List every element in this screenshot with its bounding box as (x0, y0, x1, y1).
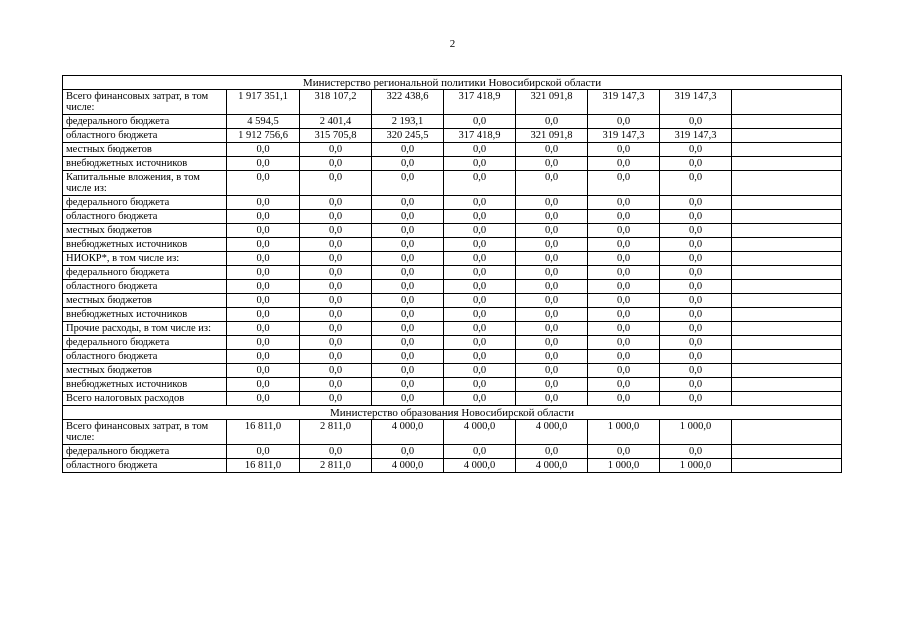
table-row (63, 129, 842, 143)
value-cell: 0,0 (516, 171, 588, 196)
section-title: Министерство образования Новосибирской области (63, 406, 842, 420)
table-row (63, 364, 842, 378)
value-cell: 0,0 (300, 322, 372, 336)
row-label: областного бюджета (63, 350, 227, 364)
value-cell: 1 000,0 (660, 420, 732, 445)
value-cell: 0,0 (372, 157, 444, 171)
value-cell: 0,0 (227, 266, 300, 280)
value-cell: 0,0 (444, 378, 516, 392)
value-cell: 0,0 (516, 350, 588, 364)
empty-cell (732, 252, 842, 266)
row-label: областного бюджета (63, 210, 227, 224)
empty-cell (732, 294, 842, 308)
table-row (63, 115, 842, 129)
table-row (63, 294, 842, 308)
value-cell: 0,0 (300, 445, 372, 459)
empty-cell (732, 280, 842, 294)
value-cell: 0,0 (444, 294, 516, 308)
value-cell: 0,0 (444, 322, 516, 336)
empty-cell (732, 445, 842, 459)
value-cell: 0,0 (660, 378, 732, 392)
value-cell: 0,0 (516, 392, 588, 406)
value-cell: 0,0 (660, 280, 732, 294)
value-cell: 0,0 (227, 308, 300, 322)
empty-cell (732, 336, 842, 350)
value-cell: 315 705,8 (300, 129, 372, 143)
value-cell: 0,0 (372, 378, 444, 392)
value-cell: 0,0 (372, 143, 444, 157)
value-cell: 0,0 (227, 364, 300, 378)
value-cell: 0,0 (300, 238, 372, 252)
value-cell: 0,0 (516, 308, 588, 322)
table-row (63, 336, 842, 350)
value-cell: 318 107,2 (300, 90, 372, 115)
value-cell: 0,0 (444, 143, 516, 157)
table-row (63, 378, 842, 392)
table-row (63, 420, 842, 445)
value-cell: 0,0 (588, 322, 660, 336)
row-label: федерального бюджета (63, 115, 227, 129)
value-cell: 0,0 (444, 115, 516, 129)
value-cell: 2 811,0 (300, 420, 372, 445)
value-cell: 0,0 (588, 157, 660, 171)
empty-cell (732, 392, 842, 406)
value-cell: 0,0 (372, 280, 444, 294)
table-row (63, 266, 842, 280)
value-cell: 0,0 (516, 210, 588, 224)
value-cell: 0,0 (588, 143, 660, 157)
value-cell: 4 000,0 (516, 420, 588, 445)
value-cell: 319 147,3 (588, 129, 660, 143)
value-cell: 0,0 (660, 308, 732, 322)
value-cell: 0,0 (227, 210, 300, 224)
value-cell: 320 245,5 (372, 129, 444, 143)
row-label: федерального бюджета (63, 266, 227, 280)
value-cell: 1 000,0 (588, 459, 660, 473)
row-label: местных бюджетов (63, 294, 227, 308)
value-cell: 0,0 (300, 143, 372, 157)
empty-cell (732, 196, 842, 210)
value-cell: 0,0 (588, 336, 660, 350)
value-cell: 0,0 (444, 238, 516, 252)
value-cell: 0,0 (660, 115, 732, 129)
value-cell: 0,0 (588, 115, 660, 129)
row-label: Капитальные вложения, в том числе из: (63, 171, 227, 196)
value-cell: 0,0 (588, 210, 660, 224)
value-cell: 0,0 (372, 266, 444, 280)
value-cell: 0,0 (660, 445, 732, 459)
value-cell: 4 000,0 (372, 459, 444, 473)
value-cell: 1 000,0 (588, 420, 660, 445)
value-cell: 0,0 (660, 294, 732, 308)
table-row (63, 308, 842, 322)
value-cell: 0,0 (300, 378, 372, 392)
value-cell: 0,0 (516, 196, 588, 210)
table-body (63, 76, 842, 473)
row-label: внебюджетных источников (63, 308, 227, 322)
value-cell: 0,0 (300, 364, 372, 378)
empty-cell (732, 266, 842, 280)
value-cell: 0,0 (660, 322, 732, 336)
value-cell: 0,0 (660, 224, 732, 238)
value-cell: 0,0 (516, 115, 588, 129)
empty-cell (732, 210, 842, 224)
value-cell: 0,0 (588, 364, 660, 378)
value-cell: 0,0 (227, 252, 300, 266)
value-cell: 319 147,3 (588, 90, 660, 115)
row-label: НИОКР*, в том числе из: (63, 252, 227, 266)
value-cell: 0,0 (300, 171, 372, 196)
value-cell: 0,0 (588, 445, 660, 459)
value-cell: 0,0 (372, 238, 444, 252)
value-cell: 319 147,3 (660, 129, 732, 143)
value-cell: 0,0 (300, 336, 372, 350)
value-cell: 0,0 (588, 196, 660, 210)
value-cell: 0,0 (227, 171, 300, 196)
empty-cell (732, 224, 842, 238)
value-cell: 0,0 (300, 392, 372, 406)
value-cell: 0,0 (444, 364, 516, 378)
value-cell: 0,0 (444, 280, 516, 294)
value-cell: 0,0 (516, 294, 588, 308)
value-cell: 0,0 (588, 266, 660, 280)
value-cell: 0,0 (660, 210, 732, 224)
value-cell: 0,0 (516, 445, 588, 459)
value-cell: 0,0 (444, 157, 516, 171)
table-row (63, 90, 842, 115)
value-cell: 0,0 (516, 238, 588, 252)
value-cell: 0,0 (372, 445, 444, 459)
value-cell: 0,0 (660, 171, 732, 196)
value-cell: 0,0 (372, 171, 444, 196)
value-cell: 0,0 (372, 308, 444, 322)
value-cell: 0,0 (300, 266, 372, 280)
row-label: федерального бюджета (63, 445, 227, 459)
row-label: федерального бюджета (63, 196, 227, 210)
value-cell: 0,0 (300, 252, 372, 266)
row-label: Всего налоговых расходов (63, 392, 227, 406)
value-cell: 0,0 (372, 364, 444, 378)
value-cell: 0,0 (300, 280, 372, 294)
row-label: федерального бюджета (63, 336, 227, 350)
value-cell: 0,0 (660, 157, 732, 171)
value-cell: 1 000,0 (660, 459, 732, 473)
value-cell: 0,0 (227, 157, 300, 171)
empty-cell (732, 129, 842, 143)
value-cell: 321 091,8 (516, 129, 588, 143)
value-cell: 4 000,0 (372, 420, 444, 445)
value-cell: 0,0 (444, 445, 516, 459)
value-cell: 0,0 (444, 252, 516, 266)
value-cell: 0,0 (300, 350, 372, 364)
row-label: Прочие расходы, в том числе из: (63, 322, 227, 336)
value-cell: 0,0 (372, 322, 444, 336)
value-cell: 0,0 (227, 294, 300, 308)
value-cell: 0,0 (588, 392, 660, 406)
value-cell: 0,0 (588, 171, 660, 196)
row-label: местных бюджетов (63, 364, 227, 378)
value-cell: 0,0 (516, 143, 588, 157)
value-cell: 0,0 (660, 238, 732, 252)
value-cell: 0,0 (660, 196, 732, 210)
value-cell: 2 401,4 (300, 115, 372, 129)
value-cell: 4 000,0 (444, 420, 516, 445)
value-cell: 0,0 (444, 196, 516, 210)
value-cell: 0,0 (516, 157, 588, 171)
row-label: местных бюджетов (63, 143, 227, 157)
value-cell: 0,0 (588, 378, 660, 392)
row-label: внебюджетных источников (63, 238, 227, 252)
value-cell: 0,0 (300, 308, 372, 322)
value-cell: 0,0 (372, 224, 444, 238)
table-row (63, 224, 842, 238)
value-cell: 0,0 (588, 252, 660, 266)
row-label: областного бюджета (63, 459, 227, 473)
financing-table (62, 75, 842, 473)
value-cell: 0,0 (516, 364, 588, 378)
table-row (63, 143, 842, 157)
value-cell: 0,0 (516, 336, 588, 350)
value-cell: 0,0 (372, 336, 444, 350)
value-cell: 0,0 (444, 171, 516, 196)
value-cell: 0,0 (516, 378, 588, 392)
value-cell: 0,0 (300, 294, 372, 308)
value-cell: 0,0 (660, 392, 732, 406)
value-cell: 0,0 (372, 294, 444, 308)
value-cell: 0,0 (372, 196, 444, 210)
empty-cell (732, 90, 842, 115)
empty-cell (732, 378, 842, 392)
value-cell: 0,0 (588, 294, 660, 308)
empty-cell (732, 171, 842, 196)
value-cell: 4 594,5 (227, 115, 300, 129)
value-cell: 0,0 (372, 392, 444, 406)
table-row (63, 171, 842, 196)
table-row (63, 350, 842, 364)
value-cell: 0,0 (516, 266, 588, 280)
value-cell: 0,0 (588, 350, 660, 364)
value-cell: 0,0 (660, 364, 732, 378)
value-cell: 0,0 (300, 224, 372, 238)
table-row (63, 196, 842, 210)
section-header-row (63, 76, 842, 90)
value-cell: 0,0 (660, 143, 732, 157)
value-cell: 4 000,0 (516, 459, 588, 473)
value-cell: 0,0 (660, 336, 732, 350)
value-cell: 0,0 (227, 280, 300, 294)
row-label: Всего финансовых затрат, в том числе: (63, 420, 227, 445)
empty-cell (732, 322, 842, 336)
value-cell: 0,0 (444, 308, 516, 322)
value-cell: 4 000,0 (444, 459, 516, 473)
value-cell: 0,0 (444, 392, 516, 406)
value-cell: 0,0 (444, 224, 516, 238)
empty-cell (732, 420, 842, 445)
value-cell: 0,0 (660, 266, 732, 280)
value-cell: 0,0 (588, 280, 660, 294)
value-cell: 0,0 (516, 322, 588, 336)
value-cell: 0,0 (660, 252, 732, 266)
value-cell: 0,0 (444, 336, 516, 350)
value-cell: 319 147,3 (660, 90, 732, 115)
section-header-row (63, 406, 842, 420)
row-label: Всего финансовых затрат, в том числе: (63, 90, 227, 115)
value-cell: 0,0 (300, 157, 372, 171)
empty-cell (732, 364, 842, 378)
row-label: внебюджетных источников (63, 157, 227, 171)
table-row (63, 210, 842, 224)
value-cell: 0,0 (227, 224, 300, 238)
empty-cell (732, 157, 842, 171)
value-cell: 1 917 351,1 (227, 90, 300, 115)
value-cell: 317 418,9 (444, 90, 516, 115)
empty-cell (732, 238, 842, 252)
row-label: областного бюджета (63, 129, 227, 143)
page-number: 2 (449, 38, 456, 50)
value-cell: 0,0 (372, 210, 444, 224)
empty-cell (732, 459, 842, 473)
table-row (63, 459, 842, 473)
value-cell: 16 811,0 (227, 420, 300, 445)
value-cell: 0,0 (444, 350, 516, 364)
value-cell: 0,0 (588, 224, 660, 238)
value-cell: 0,0 (227, 392, 300, 406)
value-cell: 0,0 (516, 280, 588, 294)
value-cell: 0,0 (227, 350, 300, 364)
row-label: местных бюджетов (63, 224, 227, 238)
value-cell: 0,0 (660, 350, 732, 364)
value-cell: 0,0 (227, 238, 300, 252)
value-cell: 2 193,1 (372, 115, 444, 129)
value-cell: 0,0 (372, 252, 444, 266)
table-row (63, 238, 842, 252)
value-cell: 0,0 (227, 196, 300, 210)
table-row (63, 280, 842, 294)
empty-cell (732, 115, 842, 129)
value-cell: 1 912 756,6 (227, 129, 300, 143)
value-cell: 0,0 (516, 252, 588, 266)
value-cell: 0,0 (516, 224, 588, 238)
value-cell: 317 418,9 (444, 129, 516, 143)
section-title: Министерство региональной политики Новосибирской области (63, 76, 842, 90)
value-cell: 0,0 (227, 445, 300, 459)
empty-cell (732, 308, 842, 322)
value-cell: 0,0 (227, 322, 300, 336)
empty-cell (732, 350, 842, 364)
value-cell: 0,0 (444, 210, 516, 224)
table-row (63, 322, 842, 336)
table-row (63, 392, 842, 406)
table-row (63, 157, 842, 171)
value-cell: 0,0 (444, 266, 516, 280)
value-cell: 0,0 (227, 143, 300, 157)
value-cell: 322 438,6 (372, 90, 444, 115)
value-cell: 0,0 (588, 238, 660, 252)
value-cell: 0,0 (227, 336, 300, 350)
value-cell: 321 091,8 (516, 90, 588, 115)
value-cell: 0,0 (300, 210, 372, 224)
row-label: областного бюджета (63, 280, 227, 294)
row-label: внебюджетных источников (63, 378, 227, 392)
value-cell: 0,0 (227, 378, 300, 392)
value-cell: 0,0 (588, 308, 660, 322)
table-row (63, 445, 842, 459)
empty-cell (732, 143, 842, 157)
table-row (63, 252, 842, 266)
value-cell: 16 811,0 (227, 459, 300, 473)
value-cell: 0,0 (300, 196, 372, 210)
value-cell: 2 811,0 (300, 459, 372, 473)
value-cell: 0,0 (372, 350, 444, 364)
